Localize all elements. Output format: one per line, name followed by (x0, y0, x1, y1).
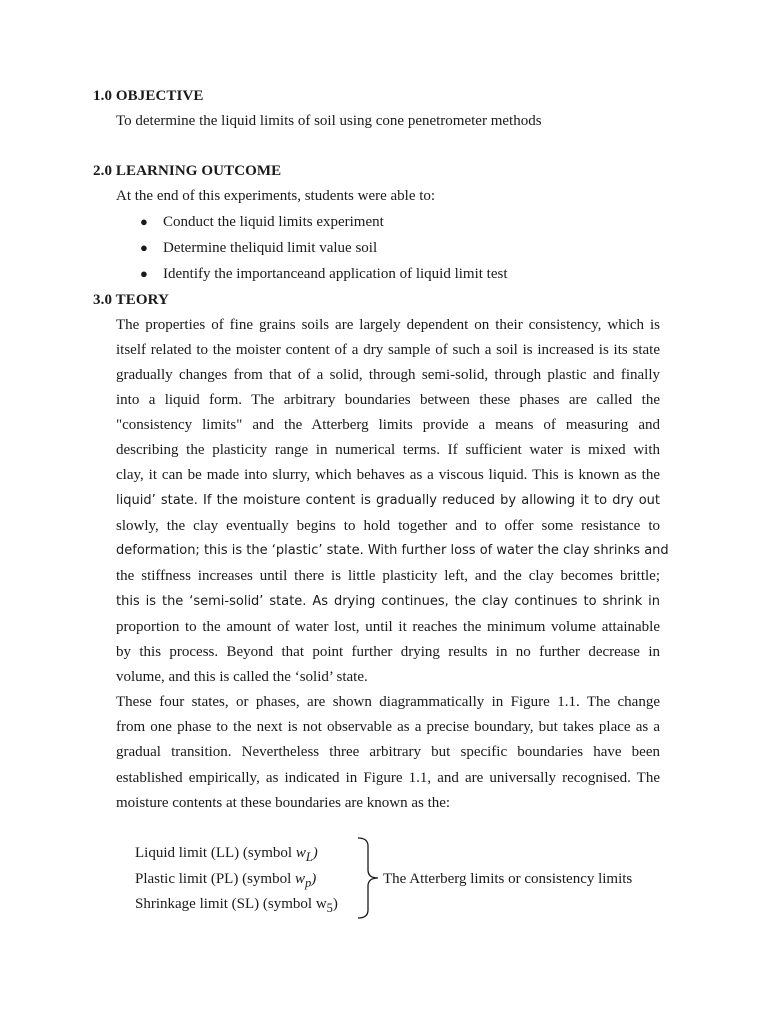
outcome-bullet (140, 266, 508, 283)
theory-line: gradually changes from that of a solid, through semi-solid, through plastic and finally (116, 367, 660, 383)
shrinkage-limit-item (135, 896, 338, 916)
plastic-limit-text: Plastic limit (PL) (symbol (135, 871, 295, 887)
theory-line: describing the plasticity range in numerical terms. If sufficient water is mixed with (116, 442, 660, 458)
theory-line: itself related to the moister content of a dry sample of such a soil is increased is its state (116, 342, 660, 358)
theory-line: The properties of fine grains soils are largely dependent on their consistency, which is (116, 317, 660, 333)
outcome-bullet-text: Conduct the liquid limits experiment (163, 214, 384, 230)
liquid-limit-item (135, 845, 318, 865)
learning-outcome-heading: 2.0 LEARNING OUTCOME (93, 163, 282, 179)
plastic-limit-item (135, 871, 316, 891)
theory-line: this is the ‘semi-solid’ state. As drying continues, the clay continues to shrink in (116, 594, 660, 609)
plastic-limit-subscript: p (305, 876, 312, 890)
bullet-icon: ● (140, 240, 148, 255)
outcome-bullet (140, 214, 384, 231)
theory-line: the stiffness increases until there is little plasticity left, and the clay becomes brittle; (116, 568, 660, 584)
liquid-limit-text: Liquid limit (LL) (symbol (135, 845, 296, 861)
theory-line: proportion to the amount of water lost, until it reaches the minimum volume attainable (116, 619, 660, 635)
theory-line: moisture contents at these boundaries are known as the: (116, 795, 451, 811)
theory-heading: 3.0 TEORY (93, 292, 169, 308)
theory-line: slowly, the clay eventually begins to hold together and to offer some resistance to (116, 518, 660, 534)
bullet-icon: ● (140, 266, 148, 281)
liquid-limit-close: ) (312, 845, 318, 861)
learning-outcome-intro: At the end of this experiments, students were able to: (116, 188, 436, 204)
theory-line: deformation; this is the ‘plastic’ state. With further loss of water the clay shrinks and (116, 543, 669, 558)
objective-heading: 1.0 OBJECTIVE (93, 88, 204, 104)
bullet-icon: ● (140, 214, 148, 229)
theory-line: liquid’ state. If the moisture content is gradually reduced by allowing it to dry out (116, 493, 660, 508)
plastic-limit-symbol: w (295, 871, 306, 887)
shrinkage-limit-text: Shrinkage limit (SL) (symbol w (135, 896, 327, 912)
liquid-limit-symbol: w (295, 845, 306, 861)
plastic-limit-close: ) (311, 871, 317, 887)
outcome-bullet (140, 240, 377, 257)
theory-line: established empirically, as indicated in Figure 1.1, and are universally recognised. The (116, 770, 660, 786)
theory-line: into a liquid form. The arbitrary boundaries between these phases are called the (116, 392, 660, 408)
objective-text: To determine the liquid limits of soil using cone penetrometer methods (116, 113, 542, 129)
theory-line: gradual transition. Nevertheless three arbitrary but specific boundaries have been (116, 744, 660, 760)
theory-line: These four states, or phases, are shown diagrammatically in Figure 1.1. The change (116, 694, 660, 710)
outcome-bullet-text: Determine theliquid limit value soil (163, 240, 378, 256)
theory-line: by this process. Beyond that point further drying results in no further decrease in (116, 644, 660, 660)
shrinkage-limit-subscript: 5 (326, 901, 333, 915)
theory-line: clay, it can be made into slurry, which behaves as a viscous liquid. This is known as the (116, 467, 660, 483)
theory-line: volume, and this is called the ‘solid’ state. (116, 669, 368, 685)
atterberg-limits-label: The Atterberg limits or consistency limits (383, 871, 633, 887)
liquid-limit-subscript: L (305, 850, 313, 864)
shrinkage-limit-close: ) (332, 896, 338, 912)
outcome-bullet-text: Identify the importanceand application of liquid limit test (163, 266, 508, 282)
curly-brace-icon (352, 836, 382, 920)
theory-line: "consistency limits" and the Atterberg limits provide a means of measuring and (116, 417, 660, 433)
theory-line: from one phase to the next is not observable as a precise boundary, but takes place as a (116, 719, 660, 735)
